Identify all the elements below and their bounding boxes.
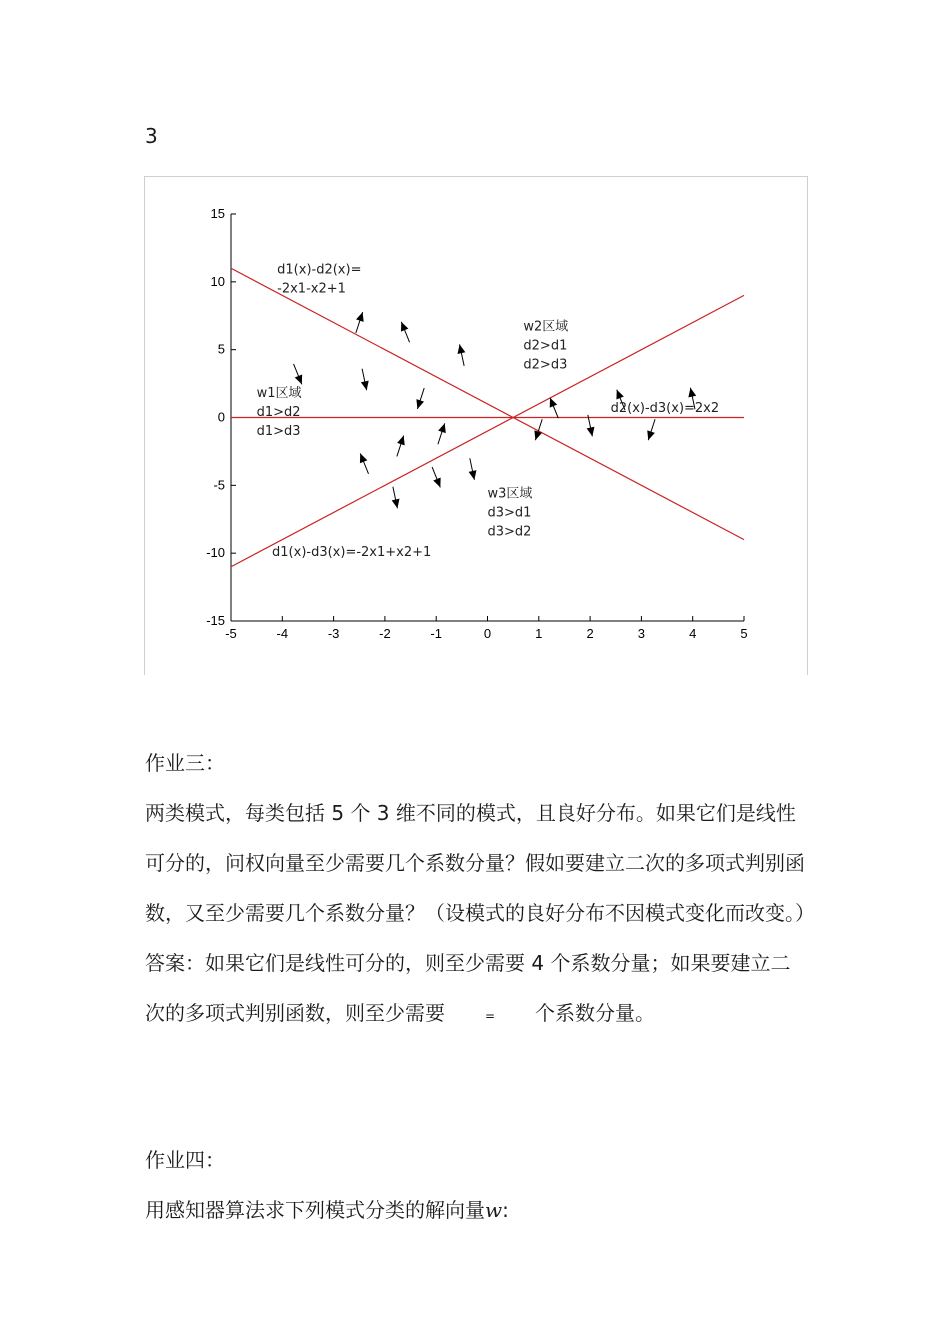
arrow-head: [433, 478, 444, 489]
annotation-w1-line1: w1区域: [256, 386, 302, 402]
homework-4-section: [145, 1135, 810, 1235]
annotation-w2-line2: d2>d1: [523, 338, 568, 354]
direction-arrow: [644, 418, 658, 441]
question-text: 用感知器算法求下列模式分类的解向量: [145, 1198, 485, 1222]
annotation-w2-line1: w2区域: [523, 319, 569, 335]
x-tick-label: 3: [637, 626, 646, 641]
y-tick-label: 5: [217, 341, 225, 357]
arrow-head: [613, 388, 624, 399]
annotation-d13: d1(x)-d3(x)=-2x1+x2+1: [272, 544, 432, 560]
y-tick-label: -15: [206, 613, 225, 628]
arrow-head: [469, 470, 479, 480]
arrow-head: [438, 422, 448, 433]
homework-4-question: [145, 1185, 810, 1235]
x-tick-label: 4: [689, 626, 697, 641]
arrow-head: [546, 396, 557, 407]
direction-arrow: [358, 368, 370, 391]
arrow-head: [356, 311, 366, 322]
direction-arrow: [414, 387, 428, 410]
annotation-w3-line2: d3>d1: [487, 505, 532, 521]
y-tick-label: 10: [210, 273, 225, 289]
y-tick-label: 15: [210, 206, 225, 221]
arrow-head: [361, 381, 371, 391]
x-tick-label: 5: [740, 626, 748, 641]
annotation-d12-line1: d1(x)-d2(x)=: [277, 262, 362, 278]
annotation-w2-line3: d2>d3: [523, 357, 568, 373]
y-tick-label: 0: [217, 409, 225, 425]
figure-frame: [144, 176, 808, 675]
arrow-head: [357, 452, 368, 463]
arrow-head: [587, 427, 597, 437]
colon: :: [502, 1198, 509, 1222]
arrow-head: [398, 320, 409, 331]
arrow-head: [687, 387, 697, 397]
arrow-head: [295, 374, 306, 385]
direction-arrow: [546, 396, 562, 419]
answer-text-part2: 个系数分量。: [535, 1001, 655, 1025]
answer-text-part1: 答案：如果它们是线性可分的，则至少需要 4 个系数分量；如果要建立二次的多项式判别函数，则至少需要: [145, 951, 791, 1025]
solution-vector-w: w: [485, 1198, 503, 1222]
direction-arrow: [434, 422, 448, 445]
y-tick-label: -10: [206, 545, 225, 561]
direction-arrow: [532, 418, 546, 441]
annotation-w3-line3: d3>d2: [487, 524, 532, 540]
arrow-head: [414, 399, 424, 410]
annotation-d12-line2: -2x1-x2+1: [277, 281, 346, 297]
homework-4-title: 作业四：: [145, 1148, 225, 1172]
direction-arrow: [466, 457, 478, 480]
x-tick-label: -3: [327, 626, 340, 641]
homework-3-question: 两类模式，每类包括 5 个 3 维不同的模式，且良好分布。如果它们是线性可分的，问权向量至少需要几个系数分量？假如要建立二次的多项式判别函数，又至少需要几个系数分量？（设模式的良好分布不因模式变化而改变。）: [145, 801, 815, 925]
arrow-head: [392, 499, 402, 509]
arrow-head: [644, 430, 654, 441]
direction-arrow: [389, 486, 401, 509]
direction-arrow: [456, 344, 468, 367]
annotation-w1-line3: d1>d3: [256, 424, 301, 440]
direction-arrow: [352, 311, 366, 334]
direction-arrow: [398, 320, 414, 343]
direction-arrow: [393, 434, 407, 457]
homework-3-answer: [145, 938, 810, 1041]
x-tick-label: 2: [586, 626, 594, 641]
x-tick-label: -1: [430, 626, 442, 641]
x-tick-label: -5: [225, 626, 237, 641]
y-tick-label: -5: [213, 477, 225, 493]
homework-3-title: 作业三：: [145, 751, 225, 775]
direction-arrow: [357, 452, 373, 475]
page-number: 3: [145, 124, 158, 148]
direction-arrow: [290, 362, 306, 385]
homework-3-section: [145, 738, 815, 1041]
formula-equals: =: [484, 1009, 496, 1023]
annotation-w1-line2: d1>d2: [256, 405, 301, 421]
arrow-head: [397, 434, 407, 445]
annotation-d23: d2(x)-d3(x)=2x2: [610, 401, 720, 417]
x-tick-label: -4: [276, 626, 289, 641]
x-tick-label: 0: [483, 626, 492, 641]
x-tick-label: -2: [379, 626, 391, 641]
arrow-head: [456, 344, 466, 354]
discriminant-chart: [145, 177, 807, 675]
annotation-w3-line1: w3区域: [487, 486, 533, 502]
x-tick-label: 1: [535, 626, 543, 641]
direction-arrow: [428, 465, 444, 488]
